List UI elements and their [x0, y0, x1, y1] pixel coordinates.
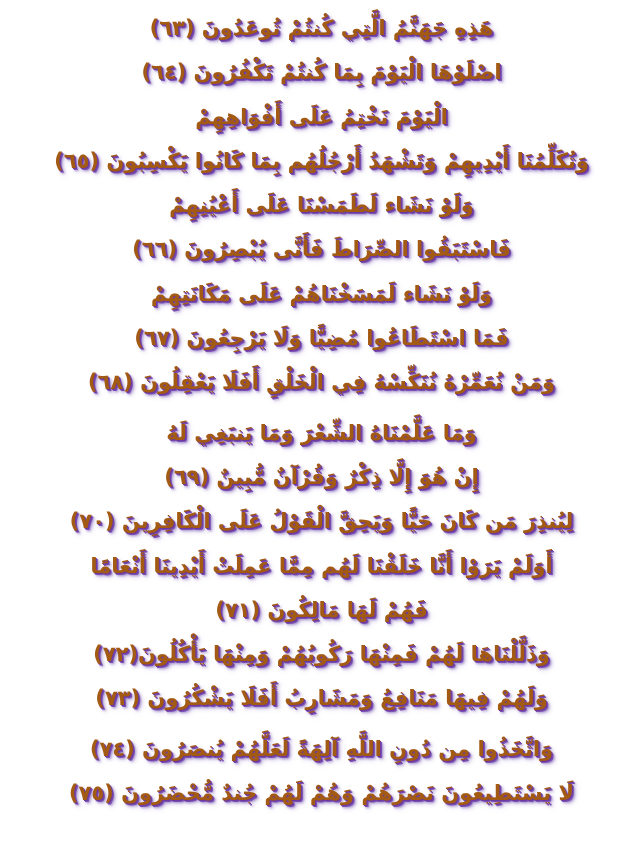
verse-line: لَا يَسْتَطِيعُونَ نَصْرَهُمْ وَهُمْ لَهُمْ جُندٌ مُّحْضَرُونَ (٧٥) [68, 781, 575, 806]
verse-line: وَتُكَلِّمُنَا أَيْدِيهِمْ وَتَشْهَدُ أَرْجُلُهُم بِمَا كَانُوا يَكْسِبُونَ (٦٥) [54, 148, 589, 173]
verse-line: فَاسْتَبَقُوا الصِّرَاطَ فَأَنَّى يُبْصِرُونَ (٦٦) [132, 237, 511, 262]
verse-line: هَذِهِ جَهَنَّمُ الَّتِي كُنتُمْ تُوعَدُونَ (٦٣) [149, 16, 494, 40]
verse-line: لِيُنذِرَ مَن كَانَ حَيًّا وَيَحِقَّ الْقَوْلُ عَلَى الْكَافِرِينَ (٧٠) [69, 509, 574, 534]
verse-line: وَمَنْ نُعَمِّرْهُ نُنَكِّسْهُ فِي الْخَلْقِ أَفَلَا يَعْقِلُونَ (٦٨) [87, 370, 556, 395]
verse-line: وَمَا عَلَّمْنَاهُ الشِّعْرَ وَمَا يَنبَغِي لَهُ [166, 420, 477, 445]
verse-line: الْيَوْمَ نَخْتِمُ عَلَى أَفْوَاهِهِمْ [195, 104, 448, 129]
verse-line: وَاتَّخَذُوا مِن دُونِ اللَّهِ آلِهَةً لَعَلَّهُمْ يُنصَرُونَ (٧٤) [89, 736, 554, 761]
verse-line: وَلَهُمْ فِيهَا مَنَافِعُ وَمَشَارِبُ أَفَلَا يَشْكُرُونَ (٧٣) [95, 686, 548, 711]
verse-line: وَلَوْ نَشَاء لَمَسَخْنَاهُمْ عَلَى مَكَانَتِهِمْ [150, 281, 493, 306]
verse-line: فَهُمْ لَهَا مَالِكُونَ (٧١) [215, 597, 428, 622]
verse-line: وَذَلَّلْنَاهَا لَهُمْ فَمِنْهَا رَكُوبُهُمْ وَمِنْهَا يَأْكُلُونَ(٧٢) [93, 642, 550, 667]
verse-line: فَمَا اسْتَطَاعُوا مُضِيًّا وَلَا يَرْجِعُونَ (٦٧) [134, 326, 509, 351]
verse-line: وَلَوْ نَشَاء لَطَمَسْنَا عَلَى أَعْيُنِهِمْ [169, 193, 474, 218]
verse-line: اصْلَوْهَا الْيَوْمَ بِمَا كُنتُمْ تَكْفُرُونَ (٦٤) [141, 60, 502, 85]
verse-line: إِنْ هُوَ إِلَّا ذِكْرٌ وَقُرْآنٌ مُّبِينٌ (٦٩) [164, 464, 479, 489]
verse-line: أَوَلَمْ يَرَوْا أَنَّا خَلَقْنَا لَهُم مِمَّا عَمِلَتْ أَيْدِينَا أَنْعَامًا [90, 553, 553, 578]
